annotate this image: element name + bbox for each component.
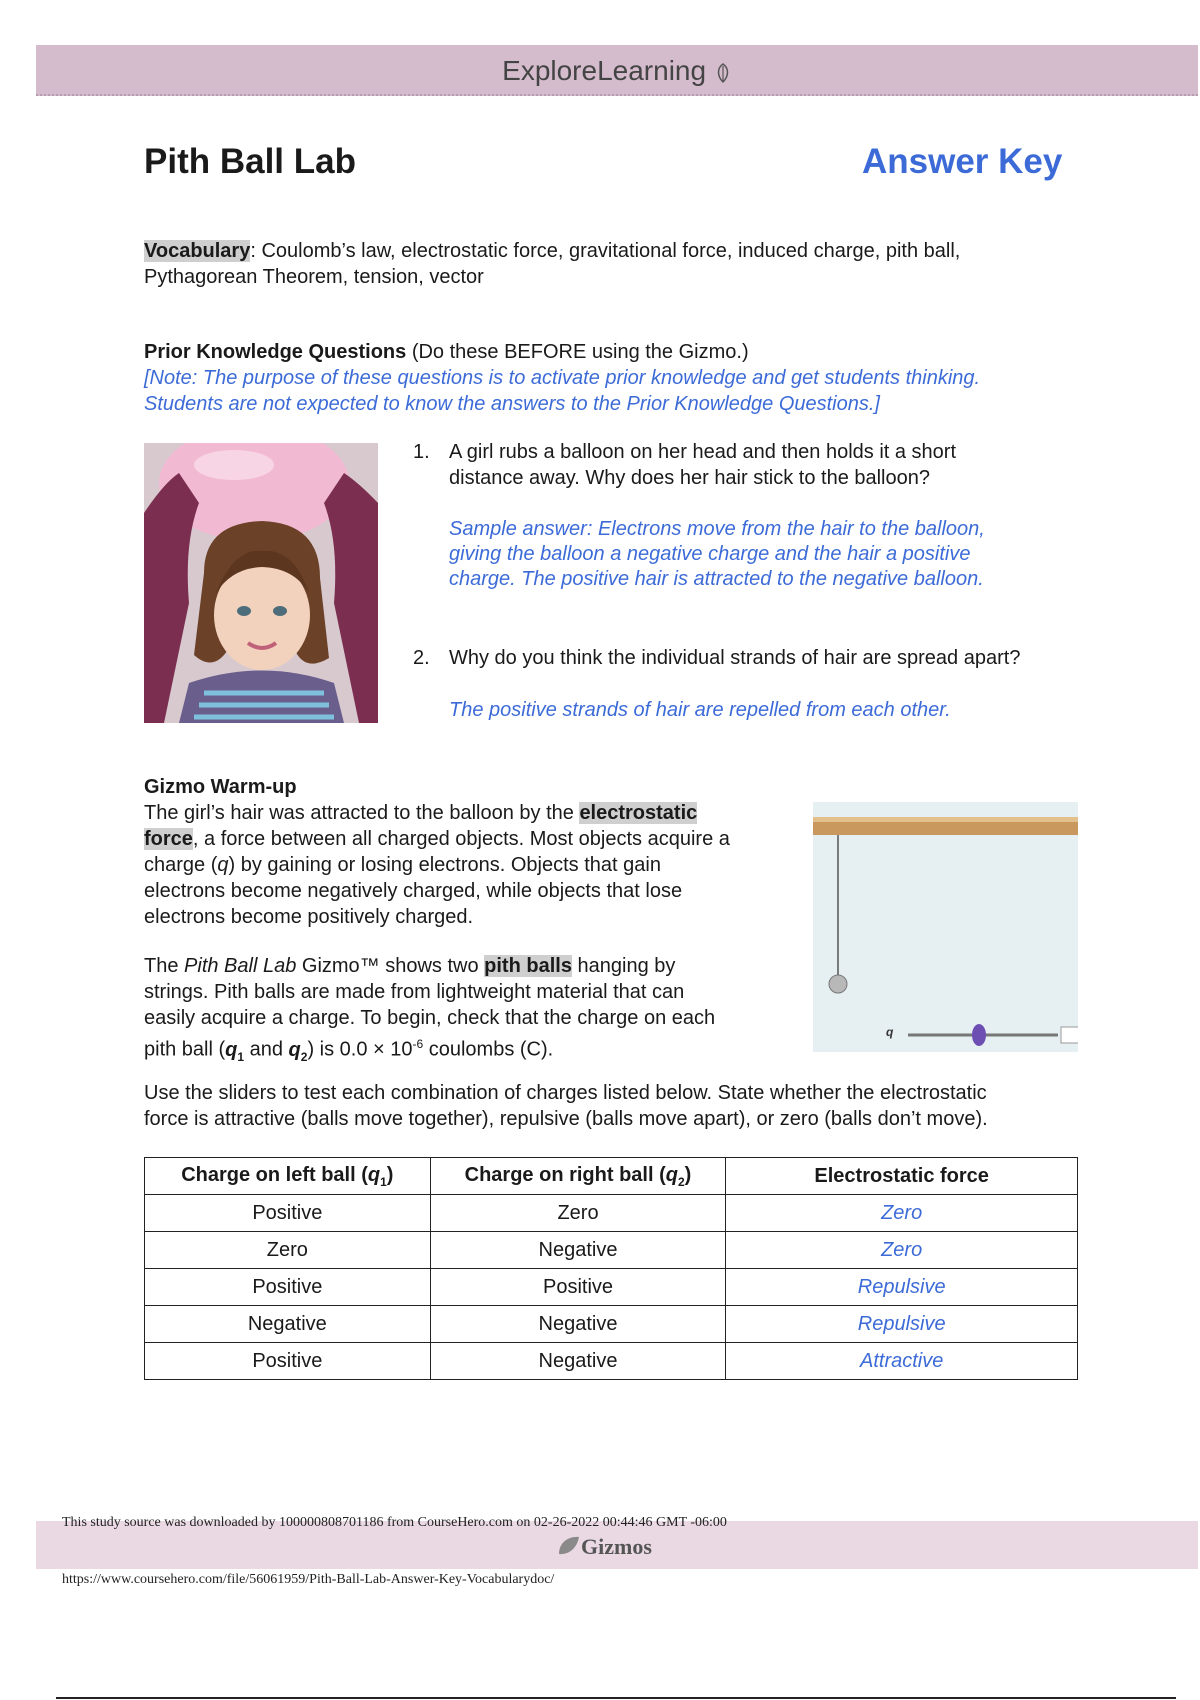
right-charge-cell: Positive: [430, 1269, 726, 1306]
header-band: [36, 45, 1198, 96]
gizmo-simulation-thumbnail: [813, 802, 1078, 1052]
warmup-text: and: [244, 1038, 289, 1061]
gizmos-brand: Gizmos: [581, 1534, 652, 1559]
term-force: force: [144, 828, 193, 850]
pith-ball: [829, 975, 847, 993]
warmup-text: electrons become positively charged.: [144, 906, 474, 928]
table-row: [145, 1269, 1078, 1306]
gizmo-name: Pith Ball Lab: [184, 955, 297, 977]
charge-value-box[interactable]: [1061, 1027, 1078, 1043]
right-charge-cell: Negative: [430, 1343, 726, 1380]
force-answer-cell: Repulsive: [726, 1269, 1078, 1306]
prior-note-line-1: [Note: The purpose of these questions is to activate prior knowledge and get students thinking.: [144, 367, 981, 389]
force-answer-cell: Zero: [726, 1232, 1078, 1269]
warmup-text: The girl’s hair was attracted to the balloon by the: [144, 802, 580, 824]
table-row: [145, 1232, 1078, 1269]
question-1-text-2: distance away. Why does her hair stick to the balloon?: [449, 467, 930, 489]
warmup-text: , a force between all charged objects. Most objects acquire a: [192, 828, 730, 850]
gizmos-logo: [555, 1534, 652, 1560]
answer-1: [449, 517, 1089, 592]
page-title: Pith Ball Lab: [144, 142, 356, 181]
warmup-text: hanging by: [571, 955, 676, 977]
charge-force-table: [144, 1157, 1078, 1380]
slider-label: q: [886, 1025, 894, 1039]
table-row: [145, 1306, 1078, 1343]
leaf-icon: [714, 62, 732, 84]
charge-symbol: q: [217, 854, 229, 876]
left-charge-cell: Positive: [145, 1269, 431, 1306]
bottom-divider: [56, 1697, 1176, 1699]
answer-1-line-3: charge. The positive hair is attracted to the negative balloon.: [449, 568, 984, 590]
prior-knowledge-section: [144, 339, 1104, 417]
table-header-row: [145, 1158, 1078, 1195]
warmup-text: The: [144, 955, 185, 977]
left-charge-cell: Positive: [145, 1343, 431, 1380]
source-url[interactable]: https://www.coursehero.com/file/56061959/Pith-Ball-Lab-Answer-Key-Vocabularydoc/: [62, 1572, 555, 1587]
answer-1-line-1: Sample answer: Electrons move from the hair to the balloon,: [449, 518, 985, 540]
warmup-text: ) by gaining or losing electrons. Objects that gain: [228, 854, 661, 876]
prior-knowledge-heading: Prior Knowledge Questions: [144, 341, 407, 363]
question-1-text-1: A girl rubs a balloon on her head and then holds it a short: [449, 441, 957, 463]
answer-key-label: Answer Key: [862, 142, 1063, 181]
warmup-text: Gizmo™ shows two: [296, 955, 485, 977]
question-1: [449, 439, 1089, 491]
warmup-heading: Gizmo Warm-up: [144, 776, 297, 798]
answer-1-line-2: giving the balloon a negative charge and the hair a positive: [449, 543, 971, 565]
right-charge-cell: Zero: [430, 1195, 726, 1232]
table-row: [145, 1195, 1078, 1232]
charge-symbol-q2: q: [288, 1038, 301, 1061]
subscript-2: 2: [300, 1049, 308, 1064]
warmup-text: charge (: [144, 854, 218, 876]
term-pith-balls: pith balls: [484, 955, 572, 977]
warmup-text: ) is 0.0 × 10: [307, 1038, 413, 1061]
question-1-number: 1.: [413, 441, 430, 463]
warmup-text: pith ball (: [144, 1038, 226, 1061]
force-answer-cell: Attractive: [726, 1343, 1078, 1380]
left-charge-cell: Positive: [145, 1195, 431, 1232]
header-right-charge: Charge on right ball $(q_2)$: [430, 1158, 726, 1195]
charge-slider-handle[interactable]: [972, 1024, 986, 1046]
brand-logo: [36, 55, 1198, 87]
gizmos-leaf-icon: [555, 1534, 581, 1558]
vocabulary: [144, 238, 1074, 290]
force-answer-cell: Zero: [726, 1195, 1078, 1232]
prior-knowledge-instruction: (Do these BEFORE using the Gizmo.): [406, 341, 749, 363]
right-charge-cell: Negative: [430, 1232, 726, 1269]
question-2-text: Why do you think the individual strands of hair are spread apart?: [449, 647, 1021, 669]
vocabulary-terms-2: Pythagorean Theorem, tension, vector: [144, 266, 484, 288]
instructions-line-1: Use the sliders to test each combination of charges listed below. State whether the electrostatic: [144, 1082, 987, 1104]
vocabulary-terms: : Coulomb’s law, electrostatic force, gravitational force, induced charge, pith ball,: [250, 240, 961, 262]
warmup-paragraph-1: [144, 774, 804, 930]
question-2-number: 2.: [413, 647, 430, 669]
warmup-text: coulombs (C).: [423, 1038, 554, 1061]
header-force: Electrostatic force: [726, 1158, 1078, 1195]
left-charge-cell: Zero: [145, 1232, 431, 1269]
brand-name: ExploreLearning: [502, 55, 707, 86]
prior-note-line-2: Students are not expected to know the answers to the Prior Knowledge Questions.]: [144, 393, 880, 415]
instructions: [144, 1080, 1104, 1132]
girl-balloon-photo: [144, 443, 378, 723]
warmup-paragraph-2: [144, 953, 804, 1070]
subscript-1: 1: [237, 1049, 245, 1064]
header-left-charge: Charge on left ball $(q_1)$: [145, 1158, 431, 1195]
warmup-text: easily acquire a charge. To begin, check that the charge on each: [144, 1007, 716, 1029]
left-charge-cell: Negative: [145, 1306, 431, 1343]
warmup-text: electrons become negatively charged, while objects that lose: [144, 880, 683, 902]
answer-2: The positive strands of hair are repelled from each other.: [449, 699, 951, 721]
table-row: [145, 1343, 1078, 1380]
charge-symbol-q1: q: [225, 1038, 238, 1061]
term-electrostatic: electrostatic: [579, 802, 698, 824]
vocabulary-label: Vocabulary: [144, 240, 251, 262]
instructions-line-2: force is attractive (balls move together), repulsive (balls move apart), or zero (balls don’t move).: [144, 1108, 988, 1130]
download-notice: This study source was downloaded by 100000808701186 from CourseHero.com on 02-26-2022 00:44:46 GMT -06:00: [62, 1515, 727, 1530]
right-charge-cell: Negative: [430, 1306, 726, 1343]
force-answer-cell: Repulsive: [726, 1306, 1078, 1343]
warmup-text: strings. Pith balls are made from lightweight material that can: [144, 981, 685, 1003]
exponent: -6: [412, 1037, 424, 1051]
